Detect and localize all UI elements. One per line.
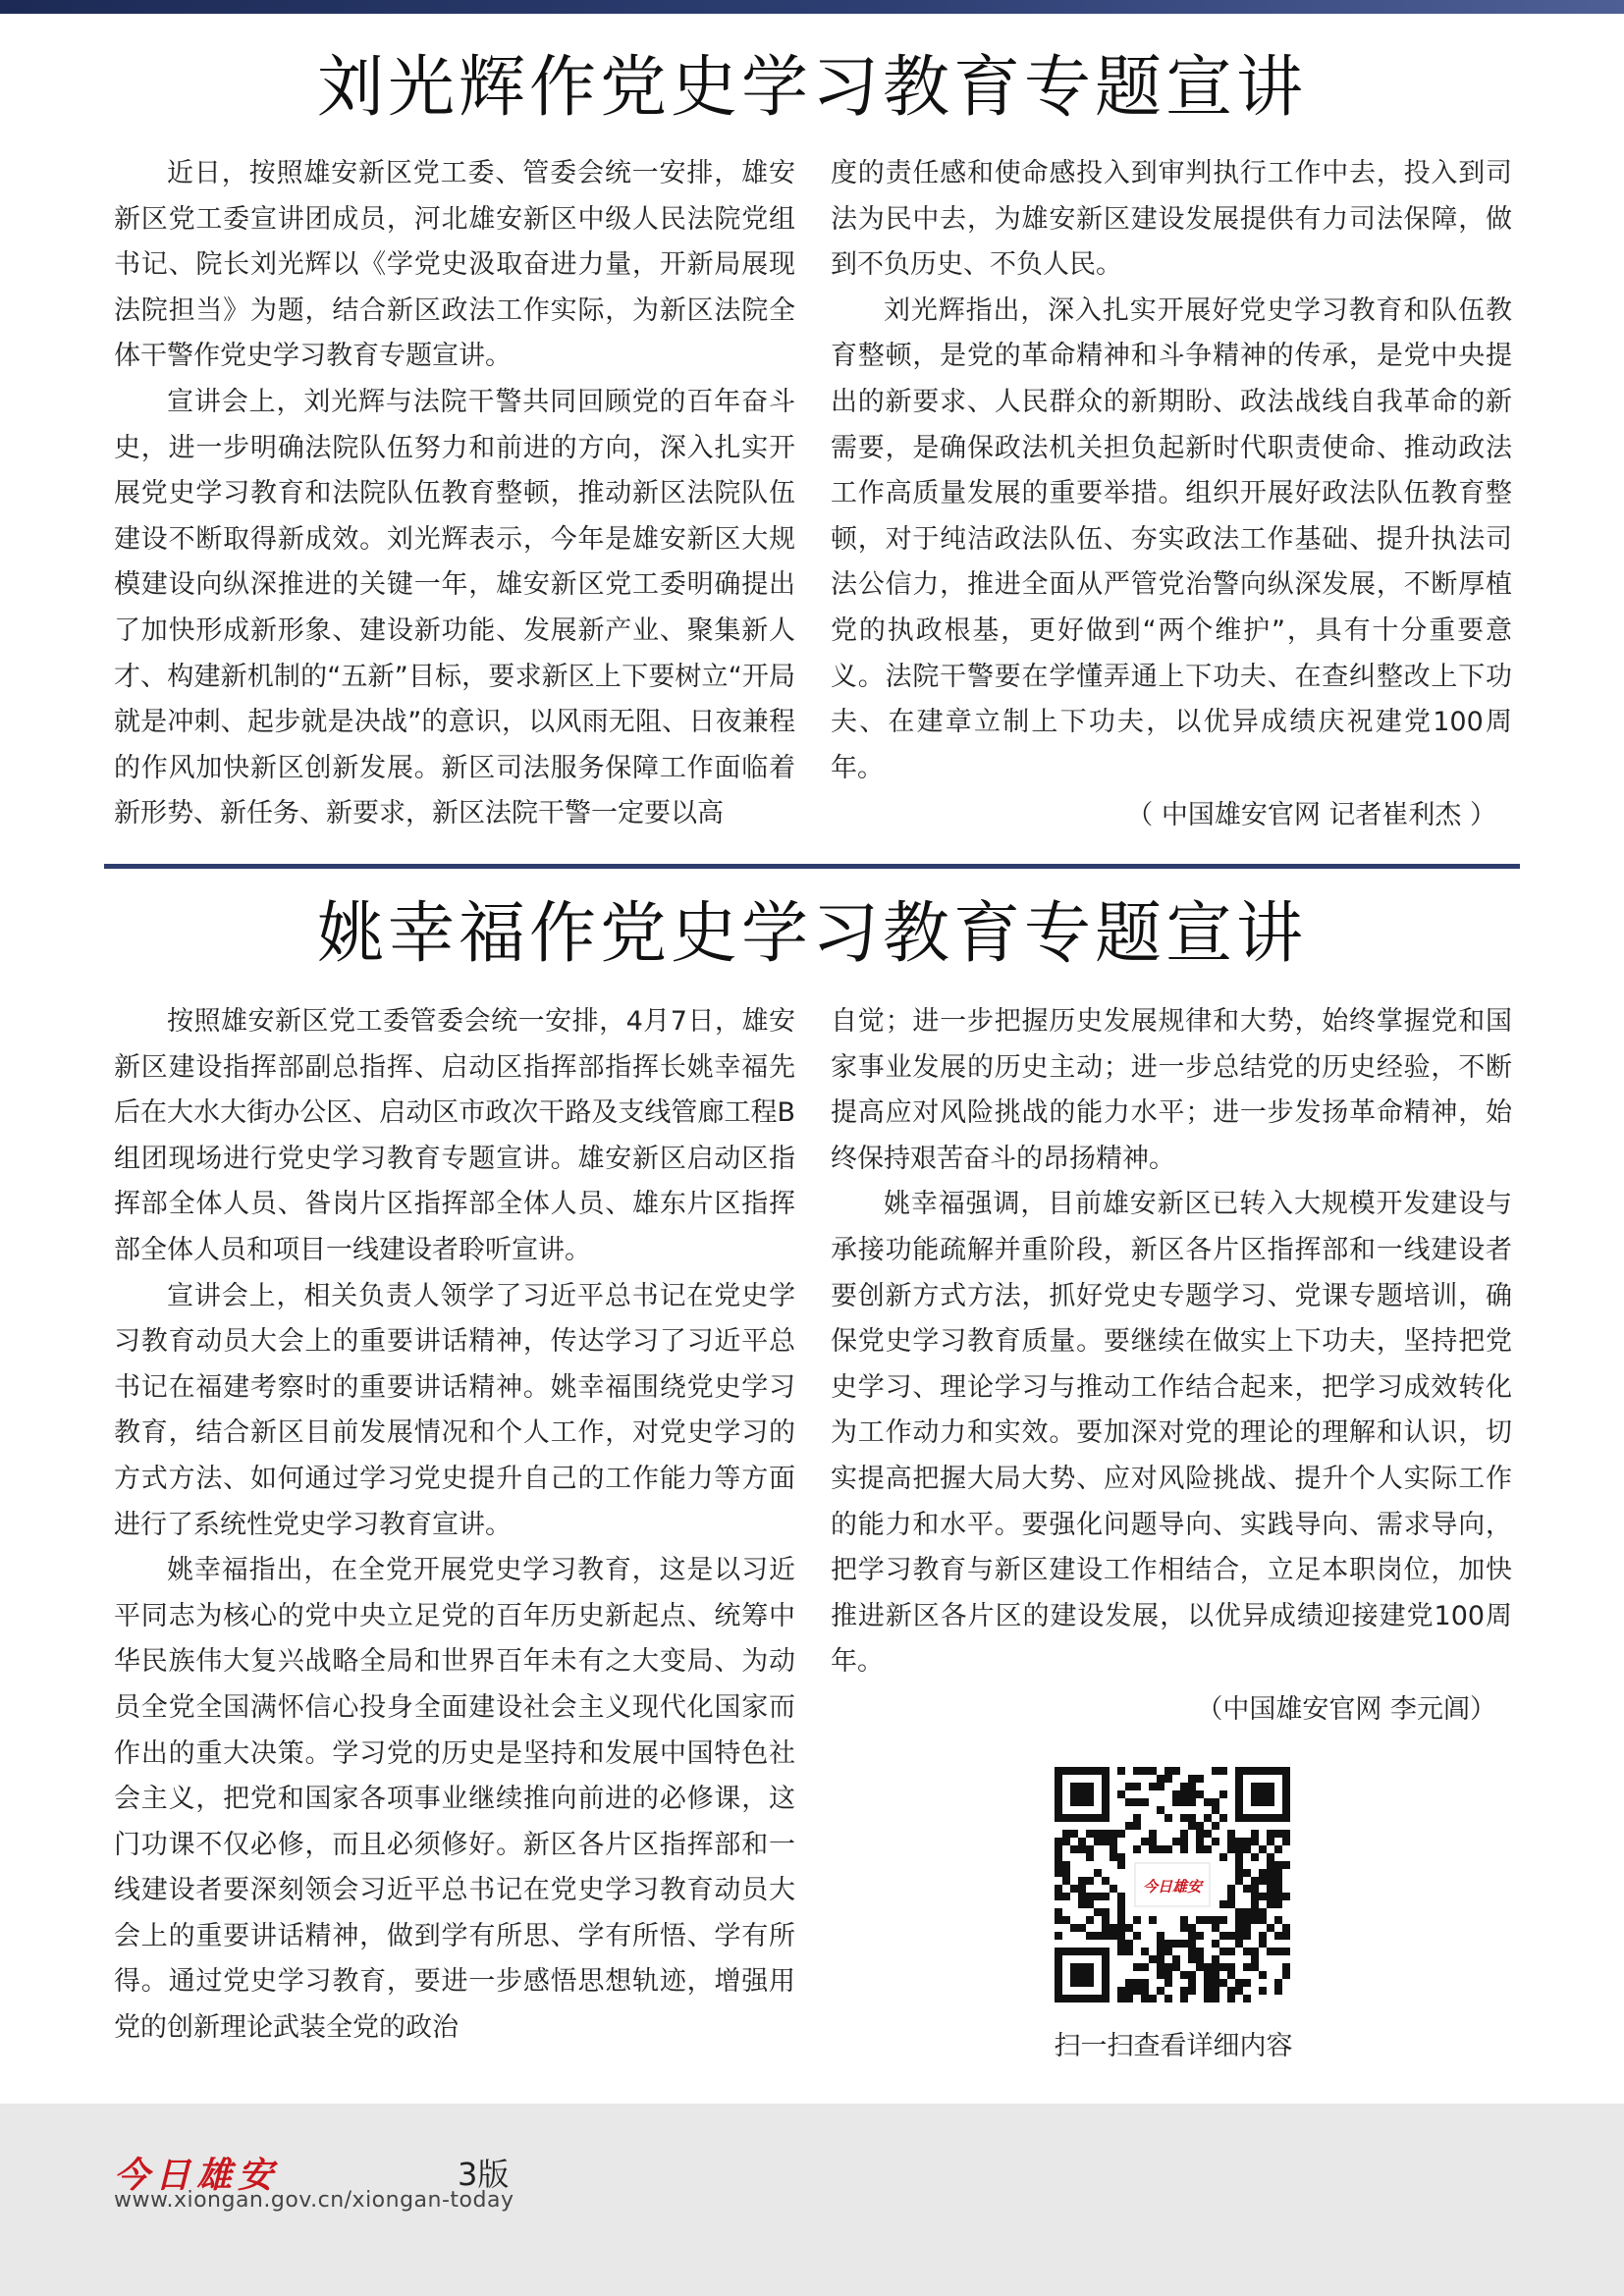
article-2-paragraph-1: 按照雄安新区党工委管委会统一安排，4月7日，雄安新区建设指挥部副总指挥、启动区指挥部指挥长姚幸福先后在大水大街办公区、启动区市政次干路及支线管廊工程B组团现场进行党史学习教育专题宣讲。雄安新区启动区指挥部全体人员、昝岗片区指挥部全体人员、雄东片区指挥部全体人员和项目一线建设者聆听宣讲。 <box>114 1006 795 1265</box>
article-1-paragraph-2-continued: 度的责任感和使命感投入到审判执行工作中去，投入到司法为民中去，为雄安新区建设发展提供有力司法保障，做到不负历史、不负人民。 <box>831 158 1512 281</box>
qr-code[interactable] <box>1055 1767 1290 2002</box>
qr-caption: 扫一扫查看详细内容 <box>1054 2031 1293 2061</box>
qr-code-image <box>1055 1767 1290 2002</box>
article-2-column-right <box>831 999 1512 1734</box>
article-2-column-left <box>114 999 795 2052</box>
article-1-title: 刘光辉作党史学习教育专题宣讲 <box>316 49 1307 127</box>
article-2-title: 姚幸福作党史学习教育专题宣讲 <box>316 895 1307 973</box>
article-2-paragraph-2: 宣讲会上，相关负责人领学了习近平总书记在党史学习教育动员大会上的重要讲话精神，传达学习了习近平总书记在福建考察时的重要讲话精神。姚幸福围绕党史学习教育，结合新区目前发展情况和个人工作，对党史学习的方式方法、如何通过学习党史提升自己的工作能力等方面进行了系统性党史学习教育宣讲。 <box>114 1280 795 1540</box>
article-2-paragraph-3: 姚幸福指出，在全党开展党史学习教育，这是以习近平同志为核心的党中央立足党的百年历史新起点、统筹中华民族伟大复兴战略全局和世界百年未有之大变局、为动员全党全国满怀信心投身全面建设社会主义现代化国家而作出的重大决策。学习党的历史是坚持和发展中国特色社会主义，把党和国家各项事业继续推向前进的必修课，这门功课不仅必修，而且必须修好。新区各片区指挥部和一线建设者要深刻领会习近平总书记在党史学习教育动员大会上的重要讲话精神，做到学有所思、学有所悟、学有所得。通过党史学习教育，要进一步感悟思想轨迹，增强用党的创新理论武装全党的政治 <box>114 1555 795 2044</box>
article-1-source: （ 中国雄安官网 记者崔利杰 ） <box>1126 800 1496 831</box>
qr-center-logo: 今日雄安 <box>1142 1878 1203 1896</box>
article-2-paragraph-4: 姚幸福强调，目前雄安新区已转入大规模开发建设与承接功能疏解并重阶段，新区各片区指挥部和一线建设者要创新方式方法，抓好党史专题学习、党课专题培训，确保党史学习教育质量。要继续在做实上下功夫，坚持把党史学习、理论学习与推动工作结合起来，把学习成效转化为工作动力和实效。要加深对党的理论的理解和认识，切实提高把握大局大势、应对风险挑战、提升个人实际工作的能力和水平。要强化问题导向、实践导向、需求导向，把学习教育与新区建设工作相结合，立足本职岗位，加快推进新区各片区的建设发展，以优异成绩迎接建党100周年。 <box>831 1189 1512 1678</box>
article-1-paragraph-1: 近日，按照雄安新区党工委、管委会统一安排，雄安新区党工委宣讲团成员，河北雄安新区中级人民法院党组书记、院长刘光辉以《学党史汲取奋进力量，开新局展现法院担当》为题，结合新区政法工作实际，为新区法院全体干警作党史学习教育专题宣讲。 <box>114 158 795 372</box>
article-2-paragraph-3-continued: 自觉；进一步把握历史发展规律和大势，始终掌握党和国家事业发展的历史主动；进一步总结党的历史经验，不断提高应对风险挑战的能力水平；进一步发扬革命精神，始终保持艰苦奋斗的昂扬精神。 <box>831 1006 1512 1174</box>
footer-url[interactable]: www.xiongan.gov.cn/xiongan-today <box>114 2188 514 2213</box>
article-divider <box>104 864 1520 869</box>
top-header-bar <box>0 0 1624 14</box>
article-1-paragraph-2: 宣讲会上，刘光辉与法院干警共同回顾党的百年奋斗史，进一步明确法院队伍努力和前进的方向，深入扎实开展党史学习教育和法院队伍教育整顿，推动新区法院队伍建设不断取得新成效。刘光辉表示，今年是雄安新区大规模建设向纵深推进的关键一年，雄安新区党工委明确提出了加快形成新形象、建设新功能、发展新产业、聚集新人才、构建新机制的“五新”目标，要求新区上下要树立“开局就是冲刺、起步就是决战”的意识，以风雨无阻、日夜兼程的作风加快新区创新发展。新区司法服务保障工作面临着新形势、新任务、新要求，新区法院干警一定要以高 <box>114 386 795 829</box>
footer-logo: 今日雄安 <box>114 2155 280 2196</box>
article-1-column-left <box>114 151 795 837</box>
article-1-column-right <box>831 151 1512 839</box>
article-2-source: （中国雄安官网 李元阊） <box>1196 1693 1496 1725</box>
article-1-paragraph-3: 刘光辉指出，深入扎实开展好党史学习教育和队伍教育整顿，是党的革命精神和斗争精神的传承，是党中央提出的新要求、人民群众的新期盼、政法战线自我革命的新需要，是确保政法机关担负起新时代职责使命、推动政法工作高质量发展的重要举措。组织开展好政法队伍教育整顿，对于纯洁政法队伍、夯实政法工作基础、提升执法司法公信力，推进全面从严管党治警向纵深发展，不断厚植党的执政根基，更好做到“两个维护”，具有十分重要意义。法院干警要在学懂弄通上下功夫、在查纠整改上下功夫、在建章立制上下功夫，以优异成绩庆祝建党100周年。 <box>831 294 1512 783</box>
page-number: 3版 <box>458 2156 510 2193</box>
